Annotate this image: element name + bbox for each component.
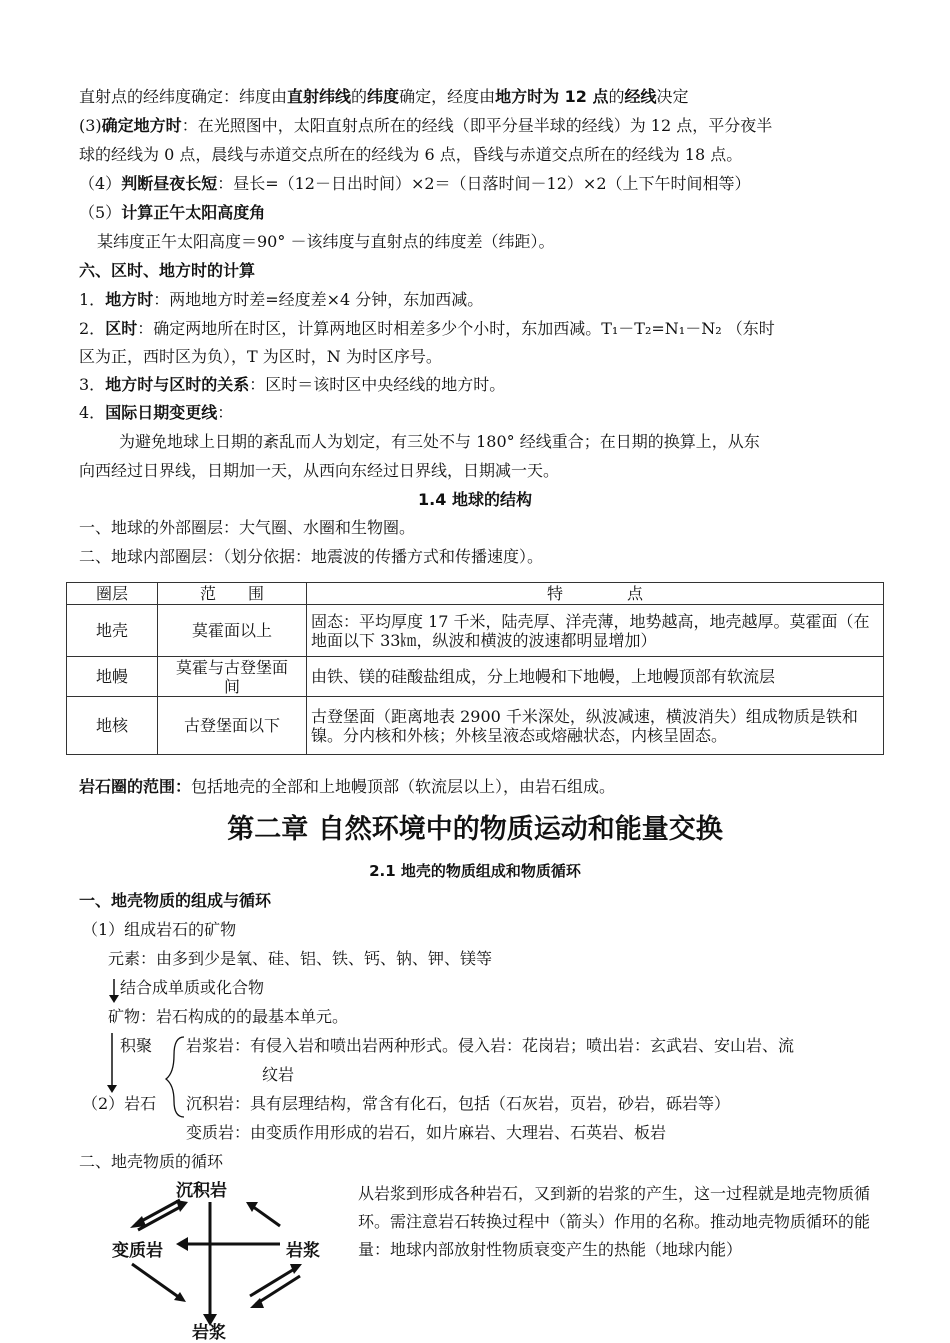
text: ：确定两地所在时区，计算两地区时相差多少个小时，东加西减。T₁－T₂=N₁－N₂ （东时 <box>137 319 775 338</box>
label-sedimentary: 沉积岩 <box>176 1181 227 1201</box>
bold-text: 确定地方时 <box>101 116 182 135</box>
text: 的 <box>608 87 625 106</box>
line-subsolar-coord <box>79 86 689 108</box>
line-noon-formula: 某纬度正午太阳高度＝90° －该纬度与直射点的纬度差（纬距）。 <box>97 232 555 251</box>
text: (3) <box>79 116 102 135</box>
table-header: 特 点 <box>307 583 884 605</box>
text: 确定，经度由 <box>399 87 496 106</box>
line-outer-spheres: 一、地球的外部圈层：大气圈、水圈和生物圈。 <box>79 518 416 537</box>
bold-text: 地方时 <box>105 290 154 309</box>
line-inner-spheres: 二、地球内部圈层：（划分依据：地震波的传播方式和传播速度）。 <box>79 547 544 566</box>
arrowhead <box>176 1237 188 1251</box>
text: 的 <box>351 87 368 106</box>
rock-cycle-diagram <box>100 1172 350 1342</box>
table-cell: 莫霍面以上 <box>158 605 307 657</box>
line-zone-time <box>79 318 775 340</box>
text: （5） <box>79 203 122 222</box>
mineral-accumulate: 积聚 <box>120 1036 153 1055</box>
table-cell: 地壳 <box>67 605 158 657</box>
table-cell: 地幔 <box>67 657 158 697</box>
table-cell: 古登堡面以下 <box>158 697 307 755</box>
text: 2． <box>79 319 106 338</box>
arrowhead <box>176 1200 188 1212</box>
label-metamorphic: 变质岩 <box>112 1241 163 1261</box>
bold-text: 经线 <box>624 87 657 106</box>
bold-text: 国际日期变更线 <box>105 403 218 422</box>
table-row <box>67 605 884 657</box>
line-dateline-desc-1: 为避免地球上日期的紊乱而人为划定，有三处不与 180° 经线重合；在日期的换算上，从东 <box>119 432 760 451</box>
text: 直射点的经纬度确定：纬度由 <box>79 87 288 106</box>
down-arrow-head-2 <box>107 1085 117 1093</box>
table-header-row <box>67 583 884 605</box>
section-title-1-4: 1.4 地球的结构 <box>418 490 532 509</box>
bold-text: 纬度 <box>367 87 400 106</box>
table-row <box>67 697 884 755</box>
bold-text: 岩石圈的范围： <box>79 777 192 796</box>
line-dateline <box>79 402 233 424</box>
earth-layers-table <box>66 582 884 755</box>
igneous-line-1: 岩浆岩：有侵入岩和喷出岩两种形式。侵入岩：花岗岩；喷出岩：玄武岩、安山岩、流 <box>186 1036 795 1055</box>
table-cell: 古登堡面（距离地表 2900 千米深处，纵波减速，横波消失）组成物质是铁和镍。分内核和外核；外核呈液态或熔融状态，内核呈固态。 <box>307 697 884 755</box>
metamorphic-line: 变质岩：由变质作用形成的岩石，如片麻岩、大理岩、石英岩、板岩 <box>186 1123 667 1142</box>
line-day-length <box>79 173 751 195</box>
text: ：在光照图中，太阳直射点所在的经线（即平分昼半球的经线）为 12 点，平分夜半 <box>181 116 773 135</box>
mineral-combine: 结合成单质或化合物 <box>120 978 265 997</box>
text: ：昼长=（12－日出时间）×2＝（日落时间－12）×2（上下午时间相等） <box>217 174 751 193</box>
bold-text: 计算正午太阳高度角 <box>121 203 266 222</box>
bold-text: 地方时为 12 点 <box>495 87 609 106</box>
mineral-heading: （1）组成岩石的矿物 <box>82 920 237 939</box>
table-cell: 地核 <box>67 697 158 755</box>
line-relation <box>79 374 505 396</box>
table-cell: 固态：平均厚度 17 千米，陆壳厚、洋壳薄，地势越高，地壳越厚。莫霍面（在地面以下 33㎞，纵波和横波的波速都明显增加） <box>307 605 884 657</box>
line-dateline-desc-2: 向西经过日界线，日期加一天，从西向东经过日界线，日期减一天。 <box>79 461 560 480</box>
text: 3． <box>79 375 106 394</box>
line-local-time-2: 球的经线为 0 点，晨线与赤道交点所在的经线为 6 点，昏线与赤道交点所在的经线为 18 点。 <box>79 145 743 164</box>
table-cell: 由铁、镁的硅酸盐组成，分上地幔和下地幔，上地幔顶部有软流层 <box>307 657 884 697</box>
table-row <box>67 657 884 697</box>
line-zone-time-2: 区为正，西时区为负），T 为区时，N 为时区序号。 <box>79 347 442 366</box>
mineral-elements: 元素：由多到少是氧、硅、铝、铁、钙、钠、钾、镁等 <box>108 949 493 968</box>
section-title-2-1: 2.1 地壳的物质组成和物质循环 <box>369 862 581 880</box>
magma-to-sed-arrow <box>252 1206 280 1226</box>
line-lithosphere <box>79 776 615 798</box>
line-local-time-1 <box>79 115 772 137</box>
mineral-flow-arrows <box>100 975 200 1125</box>
label-magma-bottom: 岩浆 <box>192 1323 226 1343</box>
bold-text: 直射纬线 <box>287 87 352 106</box>
part-heading-1: 一、地壳物质的组成与循环 <box>79 891 272 910</box>
chapter-title: 第二章 自然环境中的物质运动和能量交换 <box>227 814 723 845</box>
text: 包括地壳的全部和上地幔顶部（软流层以上），由岩石组成。 <box>191 777 616 796</box>
mineral-def: 矿物：岩石构成的的最基本单元。 <box>108 1007 349 1026</box>
line-noon-sun <box>79 202 265 224</box>
text: ：区时＝该时区中央经线的地方时。 <box>249 375 506 394</box>
label-magma-right: 岩浆 <box>286 1241 320 1261</box>
bold-text: 判断昼夜长短 <box>121 174 218 193</box>
text: 4． <box>79 403 106 422</box>
brace-icon <box>166 1037 184 1117</box>
table-cell: 莫霍与古登堡面间 <box>158 657 307 697</box>
text: 决定 <box>656 87 689 106</box>
text: ： <box>217 403 234 422</box>
line-local-time-calc <box>79 289 483 311</box>
bold-text: 地方时与区时的关系 <box>105 375 250 394</box>
igneous-line-2: 纹岩 <box>262 1065 295 1084</box>
sedimentary-line: 沉积岩：具有层理结构，常含有化石，包括（石灰岩，页岩，砂岩，砾岩等） <box>186 1094 731 1113</box>
table-header: 圈层 <box>67 583 158 605</box>
text: ：两地地方时差=经度差×4 分钟，东加西减。 <box>153 290 484 309</box>
rock-label: （2）岩石 <box>82 1094 157 1113</box>
down-arrow-head-1 <box>109 995 119 1003</box>
cycle-description: 从岩浆到形成各种岩石，又到新的岩浆的产生，这一过程就是地壳物质循环。需注意岩石转换过程中（箭头）作用的名称。推动地壳物质循环的能量：地球内部放射性物质衰变产生的热能（地球内能） <box>358 1184 871 1259</box>
bold-text: 区时 <box>105 319 138 338</box>
text: （4） <box>79 174 122 193</box>
part-heading-2: 二、地壳物质的循环 <box>79 1152 224 1171</box>
table-header: 范 围 <box>158 583 307 605</box>
text: 1． <box>79 290 106 309</box>
section-heading-time: 六、区时、地方时的计算 <box>79 261 256 280</box>
meta-to-magma-arrow <box>132 1264 180 1298</box>
